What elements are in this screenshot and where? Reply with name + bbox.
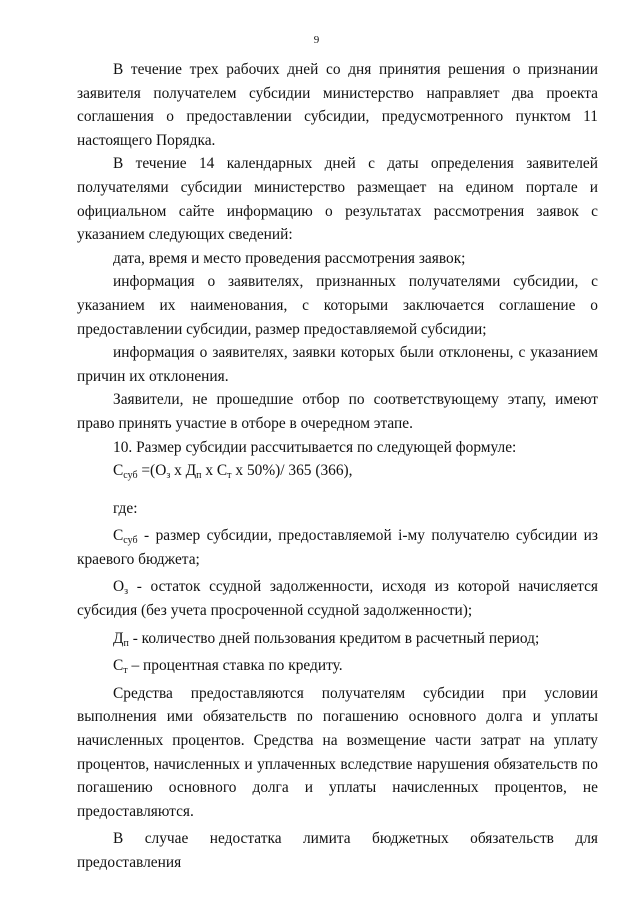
definition-symbol: О bbox=[113, 578, 125, 596]
formula-ct-sub: т bbox=[227, 470, 232, 482]
page-number: 9 bbox=[313, 34, 320, 46]
subsidy-formula bbox=[77, 459, 598, 483]
paragraph-funds-conditions: Средства предоставляются получателям субсидии при условии выполнения ими обязательств по погашению основного долга и уплаты начисленных процентов. Средства на возмещение части затрат на уплату процентов, начисленных и уплаченных вследствие нарушения обязательств по погашению основного долга и уплаты начисленных процентов, не предоставляются. bbox=[77, 684, 598, 820]
formula-c: С bbox=[113, 462, 124, 480]
definition-symbol-sub: з bbox=[124, 586, 129, 598]
paragraph-agreement-drafts: В течение трех рабочих дней со дня принятия решения о признании заявителя получателем субсидии министерство направляет два проекта соглашения о предоставлении субсидии, предусмотренного пунктом 11 настоящего Порядка. bbox=[77, 61, 598, 149]
definition-symbol: С bbox=[113, 527, 124, 545]
formula-x2: х bbox=[201, 462, 217, 480]
where-label: где: bbox=[113, 499, 138, 517]
definition-symbol-sub: суб bbox=[123, 535, 138, 547]
definition-symbol: Д bbox=[113, 629, 124, 647]
definition-text: - остаток ссудной задолженности, исходя из которой начисляется субсидия (без учета просроченной ссудной задолженности); bbox=[77, 578, 598, 620]
formula-eq: =( bbox=[137, 462, 156, 480]
formula-x1: х bbox=[170, 462, 186, 480]
definition-interest-rate bbox=[77, 654, 598, 678]
definition-symbol: С bbox=[113, 657, 124, 675]
paragraph-date-time-place: дата, время и место проведения рассмотрения заявок; bbox=[113, 249, 466, 267]
definition-symbol-sub: п bbox=[123, 637, 129, 649]
formula-ct: С bbox=[216, 462, 228, 480]
paragraph-formula-intro: 10. Размер субсидии рассчитывается по следующей формуле: bbox=[113, 438, 517, 456]
definition-text: - размер субсидии, предоставляемой i-му получателю субсидии из краевого бюджета; bbox=[77, 527, 598, 568]
formula-d: Д bbox=[185, 462, 197, 480]
definition-text: - количество дней пользования кредитом в расчетный период; bbox=[128, 629, 540, 647]
document-body bbox=[77, 58, 598, 875]
paragraph-next-stage: Заявители, не прошедшие отбор по соответствующему этапу, имеют право принять участие в отборе в очередном этапе. bbox=[77, 391, 598, 432]
definition-loan-balance bbox=[77, 575, 598, 622]
definition-days bbox=[77, 627, 598, 651]
definition-symbol-sub: т bbox=[123, 665, 128, 677]
definition-subsidy-size bbox=[77, 524, 598, 571]
paragraph-recipients-info: информация о заявителях, признанных получателями субсидии, с указанием их наименования, с которыми заключается соглашение о предоставлении субсидии, размер предоставляемой субсидии; bbox=[77, 273, 598, 338]
formula-rest: х 50%)/ 365 (366), bbox=[231, 462, 353, 480]
formula-o-sub: з bbox=[166, 470, 171, 482]
formula-d-sub: п bbox=[196, 470, 202, 482]
formula-c-sub: суб bbox=[123, 470, 138, 482]
formula-o: О bbox=[155, 462, 167, 480]
paragraph-budget-limit: В случае недостатка лимита бюджетных обязательств для предоставления bbox=[77, 830, 598, 871]
definition-text: – процентная ставка по кредиту. bbox=[127, 657, 343, 675]
paragraph-results-publication: В течение 14 календарных дней с даты определения заявителей получателями субсидии министерство размещает на едином портале и официальном сайте информацию о результатах рассмотрения заявок с указанием следующих сведений: bbox=[77, 155, 598, 244]
paragraph-rejected-info: информация о заявителях, заявки которых были отклонены, с указанием причин их отклонения. bbox=[77, 344, 598, 385]
